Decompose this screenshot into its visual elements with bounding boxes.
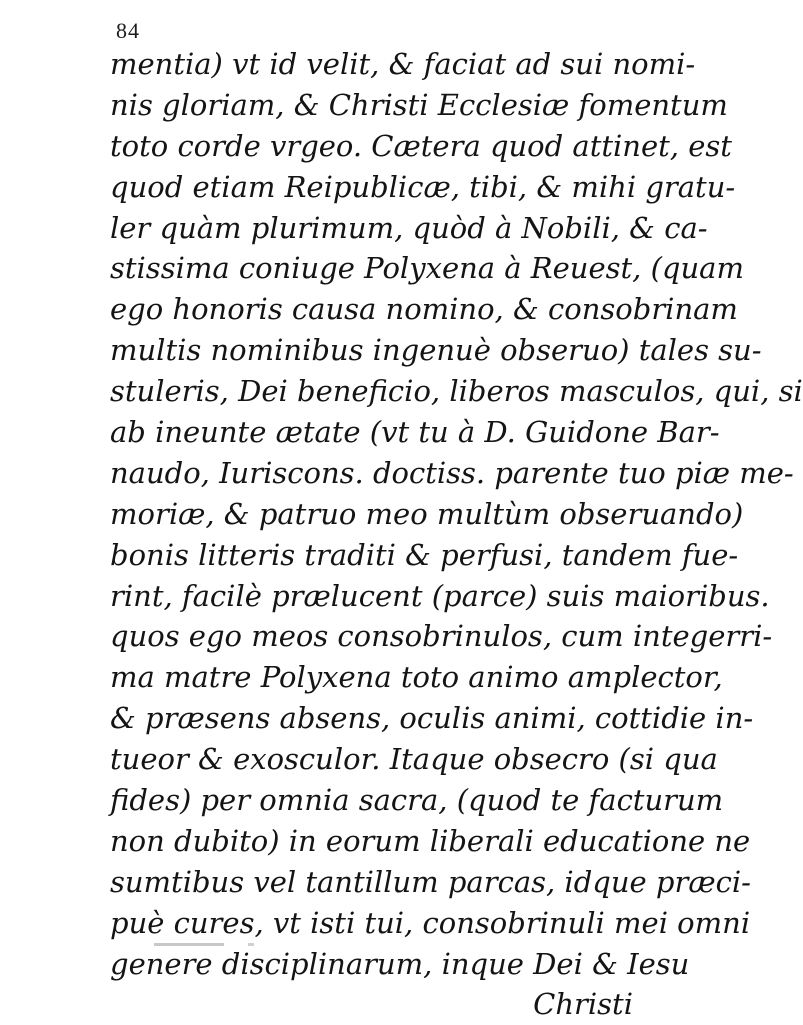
text-line: sumtibus vel tantillum parcas, idque præci- [110, 864, 751, 899]
text-line: moriæ, & patruo meo multùm obseruando) [110, 496, 744, 531]
text-line: multis nominibus ingenuè obseruo) tales su- [110, 333, 762, 368]
text-line: fides) per omnia sacra, (quod te facturum [110, 783, 724, 818]
text-line: rint, facilè prælucent (parce) suis maioribus. [110, 578, 770, 613]
body-text [110, 44, 803, 1025]
text-line: bonis litteris traditi & perfusi, tandem fue- [110, 537, 739, 572]
text-line: stuleris, Dei beneficio, liberos masculos, qui, si [110, 374, 803, 409]
catchword: Christi [533, 987, 633, 1022]
text-line: puè cures, vt isti tui, consobrinuli mei omni [110, 905, 751, 940]
text-line: non dubito) in eorum liberali educatione ne [110, 823, 751, 858]
text-line: mentia) vt id velit, & faciat ad sui nomi- [110, 47, 696, 81]
text-line: quos ego meos consobrinulos, cum integerri- [110, 619, 773, 654]
text-line: ler quàm plurimum, quòd à Nobili, & ca- [110, 210, 708, 245]
text-line: ma matre Polyxena toto animo amplector, [110, 660, 723, 695]
text-line: genere disciplinarum, inque Dei & Iesu [110, 946, 690, 981]
text-line: ab ineunte ætate (vt tu à D. Guidone Bar- [110, 415, 720, 450]
page-number: 84 [116, 18, 140, 43]
text-line: quod etiam Reipublicæ, tibi, & mihi gratu- [110, 169, 736, 204]
text-line: nis gloriam, & Christi Ecclesiæ fomentum [110, 87, 728, 122]
signature-mark-smudge [150, 938, 270, 952]
text-line: toto corde vrgeo. Cætera quod attinet, est [110, 128, 732, 163]
text-line: tueor & exosculor. Itaque obsecro (si qua [110, 742, 718, 777]
text-line: naudo, Iuriscons. doctiss. parente tuo piæ me- [110, 455, 794, 490]
text-line: stissima coniuge Polyxena à Reuest, (quam [110, 251, 744, 286]
text-line: & præsens absens, oculis animi, cottidie in- [110, 701, 754, 736]
text-line: ego honoris causa nomino, & consobrinam [110, 292, 738, 327]
